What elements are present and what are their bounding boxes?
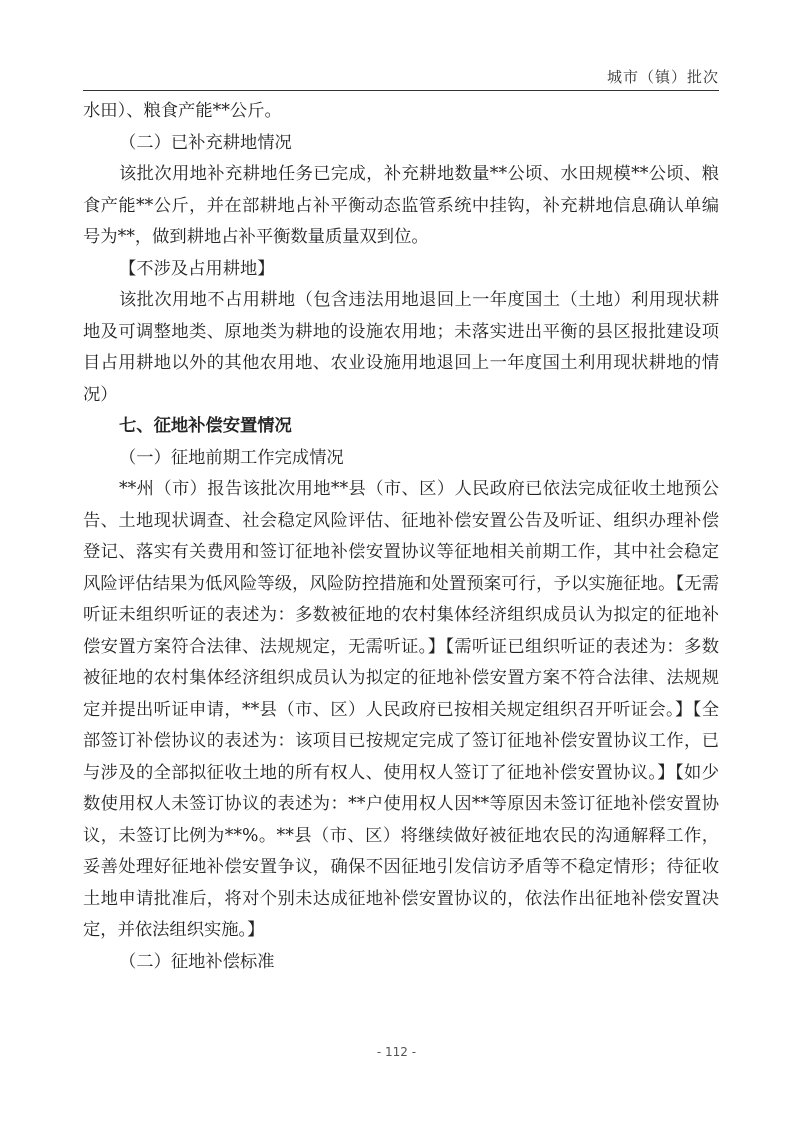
subsection-heading: （一）征地前期工作完成情况	[119, 447, 344, 468]
subsection-heading: （二）已补充耕地情况	[119, 132, 292, 153]
header-title: 城市（镇）批次	[606, 68, 719, 86]
subsection-heading: （二）征地补偿标准	[119, 951, 275, 972]
paragraph: 该批次用地补充耕地任务已完成，补充耕地数量**公顷、水田规模**公顷、粮食产能**公斤，并在部耕地占补平衡动态监管系统中挂钩，补充耕地信息确认单编号为**，做到耕地占补平衡数量质量双到位。	[83, 164, 719, 247]
paragraph-continuation: 水田）、粮食产能**公斤。	[83, 101, 282, 121]
paragraph: 该批次用地不占用耕地（包含违法用地退回上一年度国土（土地）利用现状耕地及可调整地类、原地类为耕地的设施农用地；未落实进出平衡的县区报批建设项目占用耕地以外的其他农用地、农业设施用地退回上一年度国土利用现状耕地的情况）	[83, 290, 719, 405]
section-heading: 七、征地补偿安置情况	[119, 416, 292, 436]
document-body	[83, 96, 719, 978]
page-header	[83, 64, 719, 91]
paragraph: **州（市）报告该批次用地**县（市、区）人民政府已依法完成征收土地预公告、土地现状调查、社会稳定风险评估、征地补偿安置公告及听证、组织办理补偿登记、落实有关费用和签订征地补偿安置协议等征地相关前期工作，其中社会稳定风险评估结果为低风险等级，风险防控措施和处置预案可行，予以实施征地。【无需听证未组织听证的表述为：多数被征地的农村集体经济组织成员认为拟定的征地补偿安置方案符合法律、法规规定，无需听证。】【需听证已组织听证的表述为：多数被征地的农村集体经济组织成员认为拟定的征地补偿安置方案不符合法律、法规规定并提出听证申请，**县（市、区）人民政府已按相关规定组织召开听证会。】【全部签订补偿协议的表述为：该项目已按规定完成了签订征地补偿安置协议工作，已与涉及的全部拟征收土地的所有权人、使用权人签订了征地补偿安置协议。】【如少数使用权人未签订协议的表述为：**户使用权人因**等原因未签订征地补偿安置协议，未签订比例为**%。**县（市、区）将继续做好被征地农民的沟通解释工作，妥善处理好征地补偿安置争议，确保不因征地引发信访矛盾等不稳定情形；待征收土地申请批准后，将对个别未达成征地补偿安置协议的，依法作出征地补偿安置决定，并依法组织实施。】	[83, 479, 719, 940]
page-number: - 112 -	[376, 1045, 417, 1059]
bracket-note-heading: 【不涉及占用耕地】	[119, 258, 275, 279]
